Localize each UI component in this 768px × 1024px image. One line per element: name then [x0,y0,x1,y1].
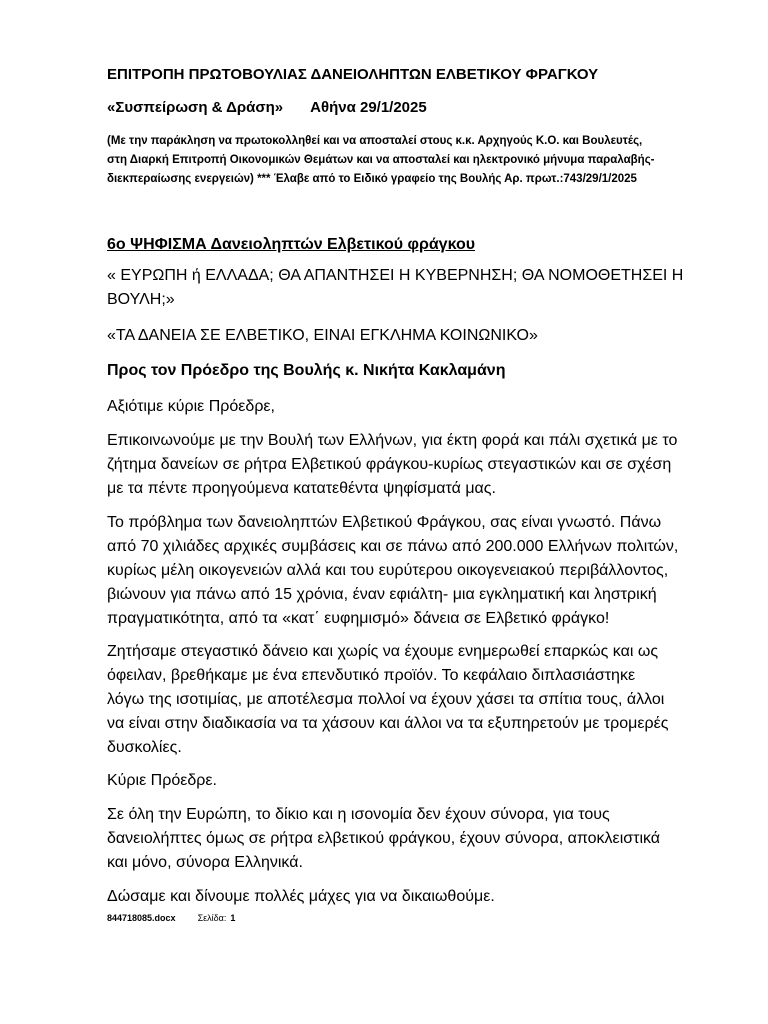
footer-page-label: Σελίδα: [197,913,227,923]
motto-line: «ΤΑ ΔΑΝΕΙΑ ΣΕ ΕΛΒΕΤΙΚΟ, ΕΙΝΑΙ ΕΓΚΛΗΜΑ ΚΟΙΝΩΝΙΚΟ» [107,327,538,344]
addressee-line: Προς τον Πρόεδρο της Βουλής κ. Νικήτα Κακλαμάνη [107,362,506,379]
paragraph-line: να είναι στην διαδικασία να τα χάσουν και άλλοι να τα εξυπηρετούν με τρομερές [107,715,669,732]
question-line: « ΕΥΡΩΠΗ ή ΕΛΛΑΔΑ; ΘΑ ΑΠΑΝΤΗΣΕΙ Η ΚΥΒΕΡΝΗΣΗ; ΘΑ ΝΟΜΟΘΕΤΗΣΕΙ Η [107,267,684,284]
paragraph-line: Ζητήσαμε στεγαστικό δάνειο και χωρίς να έχουμε ενημερωθεί επαρκώς και ως [107,643,659,660]
address-2 [107,769,217,793]
page-footer [107,913,235,923]
paragraph-line: όφειλαν, βρεθήκαμε με ένα επενδυτικό προϊόν. Το κεφάλαιο διπλασιάστηκε [107,667,636,684]
question-heading [107,264,683,312]
paragraph-line: από 70 χιλιάδες αρχικές συμβάσεις και σε πάνω από 200.000 Ελλήνων πολιτών, [107,538,679,555]
question-line: ΒΟΥΛΗ;» [107,291,175,308]
organization-title: ΕΠΙΤΡΟΠΗ ΠΡΩΤΟΒΟΥΛΙΑΣ ΔΑΝΕΙΟΛΗΠΤΩΝ ΕΛΒΕΤΙΚΟΥ ΦΡΑΓΚΟΥ [107,66,599,83]
paragraph-3 [107,640,668,760]
paragraph-line: βιώνουν για πάνω από 15 χρόνια, έναν εφιάλτη- μια εγκληματική και ληστρική [107,586,657,603]
paragraph-2 [107,511,678,631]
protocol-note [107,132,655,189]
salutation [107,395,275,419]
paragraph-line: λόγω της ισοτιμίας, με αποτέλεσμα πολλοί να έχουν χάσει τα σπίτια τους, άλλοι [107,691,665,708]
resolution-title: 6ο ΨΗΦΙΣΜΑ Δανειοληπτών Ελβετικού φράγκου [107,236,476,253]
paragraph-4 [107,803,660,875]
paragraph-line: πραγματικότητα, από τα «κατ΄ ευφημισμό» δάνεια σε Ελβετικό φράγκο! [107,610,610,627]
footer-page-number: 1 [230,913,236,923]
paragraph-line: δυσκολίες. [107,739,182,756]
note-line: (Με την παράκληση να πρωτοκολληθεί και να αποσταλεί στους κ.κ. Αρχηγούς Κ.Ο. και Βουλευτές, [107,135,643,147]
note-line: διεκπεραίωσης ενεργειών) *** Έλαβε από το Ειδικό γραφείο της Βουλής Αρ. πρωτ.:743/29/1/2025 [107,173,637,185]
motto [107,324,538,348]
note-line: στη Διαρκή Επιτροπή Οικονομικών Θεμάτων και να αποσταλεί και ηλεκτρονικό μήνυμα παραλαβής- [107,154,655,166]
paragraph-line: Δώσαμε και δίνουμε πολλές μάχες για να δικαιωθούμε. [107,888,495,905]
paragraph-5 [107,885,495,909]
addressee [107,359,505,383]
paragraph-1 [107,429,677,501]
address-line: Κύριε Πρόεδρε. [107,772,217,789]
footer-filename: 844718085.docx [107,913,176,923]
paragraph-line: κυρίως μέλη οικογενειών αλλά και του ευρύτερου οικογενειακού περιβάλλοντος, [107,562,669,579]
paragraph-line: και μόνο, σύνορα Ελληνικά. [107,854,303,871]
paragraph-line: Επικοινωνούμε με την Βουλή των Ελλήνων, για έκτη φορά και πάλι σχετικά με το [107,432,678,449]
paragraph-line: με τα πέντε προηγούμενα κατατεθέντα ψηφίσματά μας. [107,480,496,497]
place-date: Αθήνα 29/1/2025 [310,99,427,116]
slogan: «Συσπείρωση & Δράση» [107,99,284,116]
paragraph-line: Σε όλη την Ευρώπη, το δίκιο και η ισονομία δεν έχουν σύνορα, για τους [107,806,610,823]
paragraph-line: δανειολήπτες όμως σε ρήτρα ελβετικού φράγκου, έχουν σύνορα, αποκλειστικά [107,830,661,847]
salutation-line: Αξιότιμε κύριε Πρόεδρε, [107,398,275,415]
slogan-line [107,99,427,116]
paragraph-line: Το πρόβλημα των δανειοληπτών Ελβετικού Φράγκου, σας είναι γνωστό. Πάνω [107,514,662,531]
paragraph-line: ζήτημα δανείων σε ρήτρα Ελβετικού φράγκου-κυρίως στεγαστικών και σε σχέση [107,456,672,473]
